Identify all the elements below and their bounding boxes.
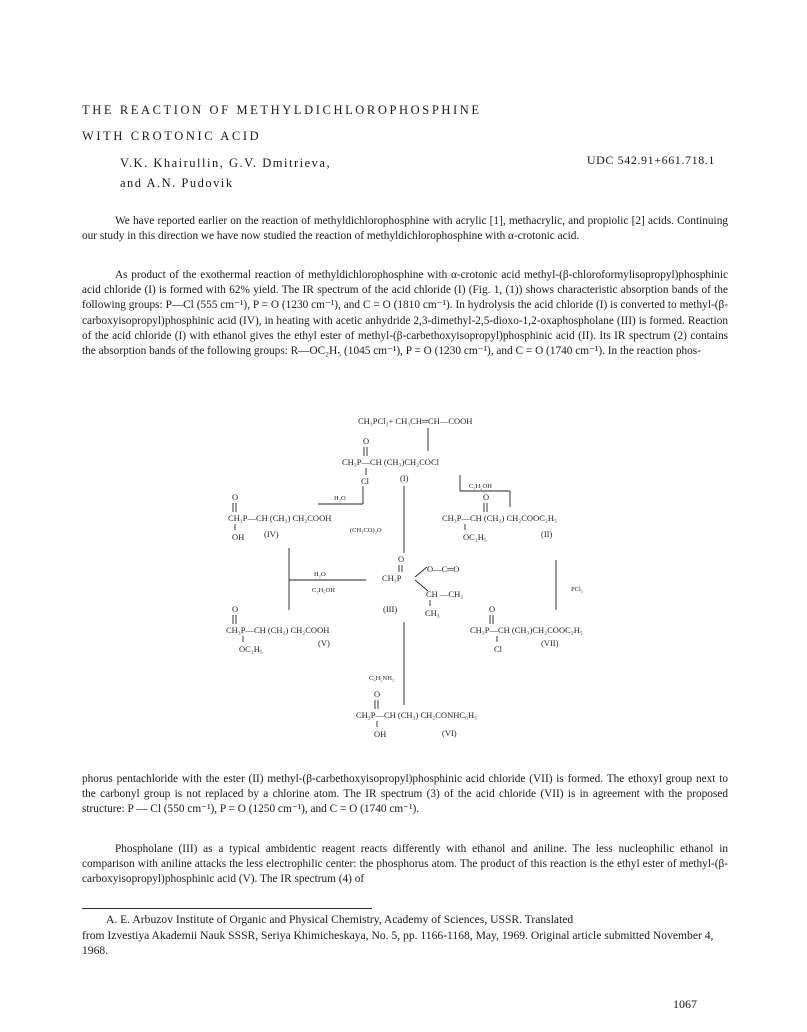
scheme-reactants: CH₃PCl₂+ CH₃CH═CH—COOH — [358, 416, 473, 426]
udc-code: UDC 542.91+661.718.1 — [586, 153, 715, 167]
compound-vi-hydroxyl: OH — [374, 729, 387, 739]
compound-ii-label: (II) — [541, 529, 553, 539]
compound-iv-formula: CH₃P—CH (CH₃) CH₂COOH — [228, 513, 332, 523]
compound-iii-oxygen: O — [398, 554, 405, 564]
compound-iii-methyl: CH₃ — [425, 608, 440, 618]
compound-i-formula: CH₃P—CH (CH₃)CH₂COCl — [342, 457, 439, 467]
compound-iii-ring-bottom: CH —CH₂ — [426, 589, 464, 599]
reagent-pcl5: PCl₅ — [571, 586, 584, 593]
compound-vii-oxygen: O — [489, 604, 496, 614]
title-line-1: THE REACTION OF METHYLDICHLOROPHOSPHINE — [82, 103, 482, 117]
compound-ii-formula: CH₃P—CH (CH₃) CH₂COOC₂H₅ — [442, 513, 557, 523]
compound-v-oxygen: O — [232, 604, 239, 614]
compound-v-formula: CH₃P—CH (CH₃) CH₂COOH — [226, 625, 330, 635]
compound-i-oxygen: O — [363, 436, 370, 446]
reagent-ethanol-mid: C₂H₅OH — [312, 587, 335, 594]
compound-i-chlorine: Cl — [361, 476, 370, 486]
footnote-rest: from Izvestiya Akademii Nauk SSSR, Seriya Khimicheskaya, No. 5, pp. 1166-1168, May, 1969. Original article submitted November 4, 1968. — [82, 928, 714, 957]
compound-v-label: (V) — [318, 638, 330, 648]
footnote-line-1: A. E. Arbuzov Institute of Organic and Physical Chemistry, Academy of Sciences, USSR. Translated — [106, 913, 574, 926]
compound-vii-formula: CH₃P—CH (CH₃)CH₂COOC₂H₅ — [470, 625, 583, 635]
compound-i-label: (I) — [400, 473, 409, 483]
page-number: 1067 — [673, 997, 697, 1011]
compound-vii-label: (VII) — [541, 638, 559, 648]
footnote — [82, 912, 732, 959]
title-line-2: WITH CROTONIC ACID — [82, 129, 262, 143]
compound-iii-phosphorus: CH₃P — [382, 573, 402, 583]
compound-iii-label: (III) — [383, 604, 398, 614]
compound-ii-oxygen: O — [483, 492, 490, 502]
compound-iv-label: (IV) — [264, 529, 279, 539]
paragraph-reaction: As product of the exothermal reaction of methyldichlorophosphine with α-crotonic acid methyl-(β-chloroformylisopropyl)phosphinic acid chloride (I) is formed with 62% yield. The IR spectrum of the acid chloride (I) (Fig. 1, (1)) shows characteristic absorption bands of the following groups: P—Cl (555 cm⁻¹), P = O (1230 cm⁻¹), and C = O (1810 cm⁻¹). In hydrolysis the acid chloride (I) is converted to methyl-(β-carboxyisopropyl)phosphinic acid (IV), in heating with acetic anhydride 2,3-dimethyl-2,5-dioxo-1,2-oxaphospholane (III) is formed. Reaction of the acid chloride (I) with ethanol gives the ethyl ester of methyl-(β-carbethoxyisopropyl)phosphinic acid (II). Its IR spectrum (2) contains the absorption bands of the following groups: R—OC₂H₅ (1045 cm⁻¹), P = O (1230 cm⁻¹), and C = O (1740 cm⁻¹). In the reaction phos- — [82, 269, 728, 358]
compound-vi-formula: CH₃P—CH (CH₃) CH₂CONHC₆H₅ — [356, 710, 478, 720]
reagent-acetic-anhydride: (CH₃CO)₂O — [350, 527, 382, 534]
compound-ii-ethoxy: OC₂H₅ — [463, 532, 487, 542]
reagent-aniline: C₆H₅NH₂ — [369, 675, 395, 682]
paragraph-phospholane: Phospholane (III) as a typical ambidentic reagent reacts differently with ethanol and aniline. The less nucleophilic ethanol in comparison with aniline attacks the less electrophilic center: the phosphorus atom. The product of this reaction is the ethyl ester of methyl-(β-carboxyisopropyl)phosphinic acid (V). The IR spectrum (4) of — [82, 843, 728, 886]
reagent-water-mid: H₂O — [314, 571, 326, 578]
compound-vi-label: (VI) — [442, 728, 457, 738]
footnote-rule — [82, 908, 372, 909]
compound-iv-hydroxyl: OH — [232, 532, 245, 542]
reagent-ethanol-top: C₂H₅OH — [469, 483, 492, 490]
paragraph-intro: We have reported earlier on the reaction of methyldichlorophosphine with acrylic [1], methacrylic, and propiolic [2] acids. Continuing our study in this direction we have now studied the reaction of methyldichlorophosphine with α-crotonic acid. — [82, 215, 728, 243]
authors-line-2: and A.N. Pudovik — [120, 176, 234, 190]
authors-line-1: V.K. Khairullin, G.V. Dmitrieva, — [120, 156, 332, 170]
reagent-water-top: H₂O — [334, 495, 346, 502]
compound-iii-ring-top: O—C═O — [427, 564, 460, 574]
paragraph-pcl5: phorus pentachloride with the ester (II) methyl-(β-carbethoxyisopropyl)phosphinic acid chloride (VII) is formed. The ethoxyl group next to the carbonyl group is not replaced by a chlorine atom. The IR spectrum (3) of the acid chloride (VII) is in agreement with the proposed structure: P — Cl (550 cm⁻¹), P = O (1250 cm⁻¹), and C = O (1740 cm⁻¹). — [82, 773, 728, 816]
compound-iv-oxygen: O — [232, 492, 239, 502]
compound-v-ethoxy: OC₂H₅ — [239, 644, 263, 654]
compound-vi-oxygen: O — [374, 689, 381, 699]
compound-vii-chlorine: Cl — [494, 644, 503, 654]
